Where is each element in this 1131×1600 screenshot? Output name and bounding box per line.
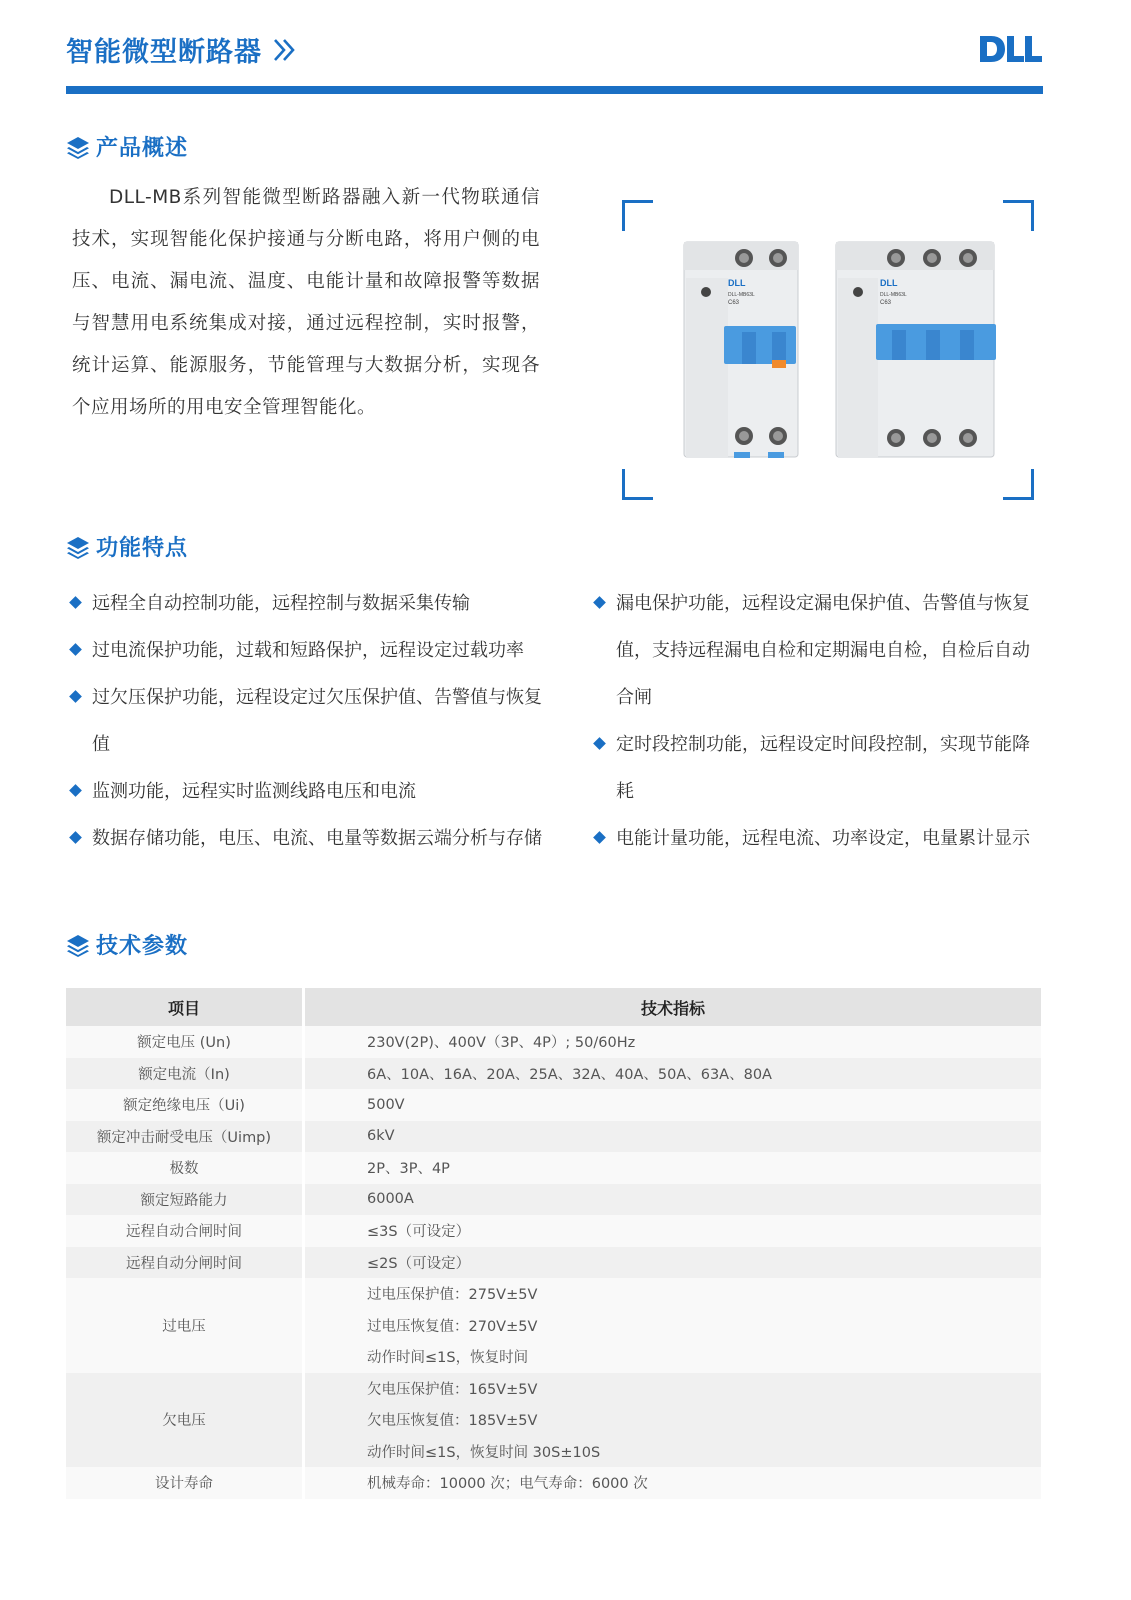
features-heading-text: 功能特点 [96, 536, 189, 561]
spec-value: 欠电压恢复值：185V±5V [304, 1404, 1042, 1436]
breaker-illustration [622, 200, 1034, 500]
dll-logo-mark [979, 34, 1043, 64]
overview-heading-text: 产品概述 [96, 136, 189, 161]
overview-paragraph: DLL-MB系列智能微型断路器融入新一代物联通信技术，实现智能化保护接通与分断电路，将用户侧的电压、电流、漏电流、温度、电能计量和故障报警等数据与智慧用电系统集成对接，通过远程控制，实时报警，统计运算、能源服务，节能管理与大数据分析，实现各个应用场所的用电安全管理智能化。 [72, 187, 540, 418]
spec-item: 额定短路能力 [66, 1184, 304, 1216]
features-list-left [68, 580, 558, 862]
spec-value: 6A、10A、16A、20A、25A、32A、40A、50A、63A、80A [304, 1058, 1042, 1090]
frame-corner [1003, 469, 1034, 500]
layers-icon [66, 135, 90, 159]
table-row [66, 1026, 1041, 1058]
feature-item: 过欠压保护功能，远程设定过欠压保护值、告警值与恢复值 [68, 674, 558, 768]
spec-value: 6kV [304, 1121, 1042, 1153]
breaker-4p [836, 242, 996, 458]
spec-value: 2P、3P、4P [304, 1152, 1042, 1184]
brand-label-4p: DLL [880, 278, 898, 288]
feature-item: 定时段控制功能，远程设定时间段控制，实现节能降耗 [592, 721, 1042, 815]
spec-item: 欠电压 [66, 1373, 304, 1468]
overview-heading [66, 131, 188, 162]
brand-label-2p: DLL [728, 278, 746, 288]
table-row [66, 1278, 1041, 1310]
model-label-2p: DLL-MB63L [728, 292, 755, 298]
table-row [66, 1247, 1041, 1279]
spec-item: 额定冲击耐受电压（Uimp) [66, 1121, 304, 1153]
feature-item: 漏电保护功能，远程设定漏电保护值、告警值与恢复值，支持远程漏电自检和定期漏电自检，自检后自动合闸 [592, 580, 1042, 721]
features-list-right [592, 580, 1042, 862]
page-title [66, 30, 298, 69]
table-row [66, 1215, 1041, 1247]
page-title-text: 智能微型断路器 [66, 37, 262, 68]
product-photo [622, 200, 1034, 500]
frame-corner [622, 200, 653, 231]
feature-item: 数据存储功能，电压、电流、电量等数据云端分析与存储 [68, 815, 558, 862]
table-row [66, 1184, 1041, 1216]
spec-value: 230V(2P)、400V（3P、4P）; 50/60Hz [304, 1026, 1042, 1058]
spec-value: 过电压恢复值：270V±5V [304, 1310, 1042, 1342]
spec-value: ≤3S（可设定） [304, 1215, 1042, 1247]
spec-value: 欠电压保护值：165V±5V [304, 1373, 1042, 1405]
spec-value: 6000A [304, 1184, 1042, 1216]
table-row [66, 1373, 1041, 1405]
spec-value: 过电压保护值：275V±5V [304, 1278, 1042, 1310]
rating-label-4p: C63 [880, 300, 892, 306]
model-label-4p: DLL-MB63L [880, 292, 907, 298]
feature-item: 电能计量功能，远程电流、功率设定，电量累计显示 [592, 815, 1042, 862]
spec-value: 动作时间≤1S，恢复时间 [304, 1341, 1042, 1373]
double-chevron-right-icon [272, 38, 298, 62]
feature-item: 过电流保护功能，过载和短路保护，远程设定过载功率 [68, 627, 558, 674]
spec-item: 额定绝缘电压（Ui) [66, 1089, 304, 1121]
spec-item: 设计寿命 [66, 1467, 304, 1499]
spec-table [66, 988, 1041, 1499]
dll-logo [979, 34, 1043, 68]
spec-item: 极数 [66, 1152, 304, 1184]
features-heading [66, 531, 188, 562]
feature-item: 监测功能，远程实时监测线路电压和电流 [68, 768, 558, 815]
breaker-2p [684, 242, 798, 458]
table-row [66, 1467, 1041, 1499]
spec-value: 机械寿命：10000 次；电气寿命：6000 次 [304, 1467, 1042, 1499]
spec-item: 远程自动合闸时间 [66, 1215, 304, 1247]
specs-heading-text: 技术参数 [96, 934, 189, 959]
table-row [66, 1089, 1041, 1121]
spec-item: 过电压 [66, 1278, 304, 1373]
frame-corner [1003, 200, 1034, 231]
spec-value: ≤2S（可设定） [304, 1247, 1042, 1279]
frame-corner [622, 469, 653, 500]
feature-item: 远程全自动控制功能，远程控制与数据采集传输 [68, 580, 558, 627]
layers-icon [66, 535, 90, 559]
col-header-value: 技术指标 [304, 988, 1042, 1026]
rating-label-2p: C63 [728, 300, 740, 306]
specs-heading [66, 929, 188, 960]
layers-icon [66, 933, 90, 957]
spec-value: 500V [304, 1089, 1042, 1121]
spec-item: 额定电压 (Un) [66, 1026, 304, 1058]
table-row [66, 1152, 1041, 1184]
table-row [66, 1058, 1041, 1090]
col-header-item: 项目 [66, 988, 304, 1026]
spec-item: 额定电流（In) [66, 1058, 304, 1090]
table-row [66, 1121, 1041, 1153]
spec-item: 远程自动分闸时间 [66, 1247, 304, 1279]
header-divider [66, 86, 1043, 94]
spec-value: 动作时间≤1S，恢复时间 30S±10S [304, 1436, 1042, 1468]
spec-table-header [66, 988, 1041, 1026]
